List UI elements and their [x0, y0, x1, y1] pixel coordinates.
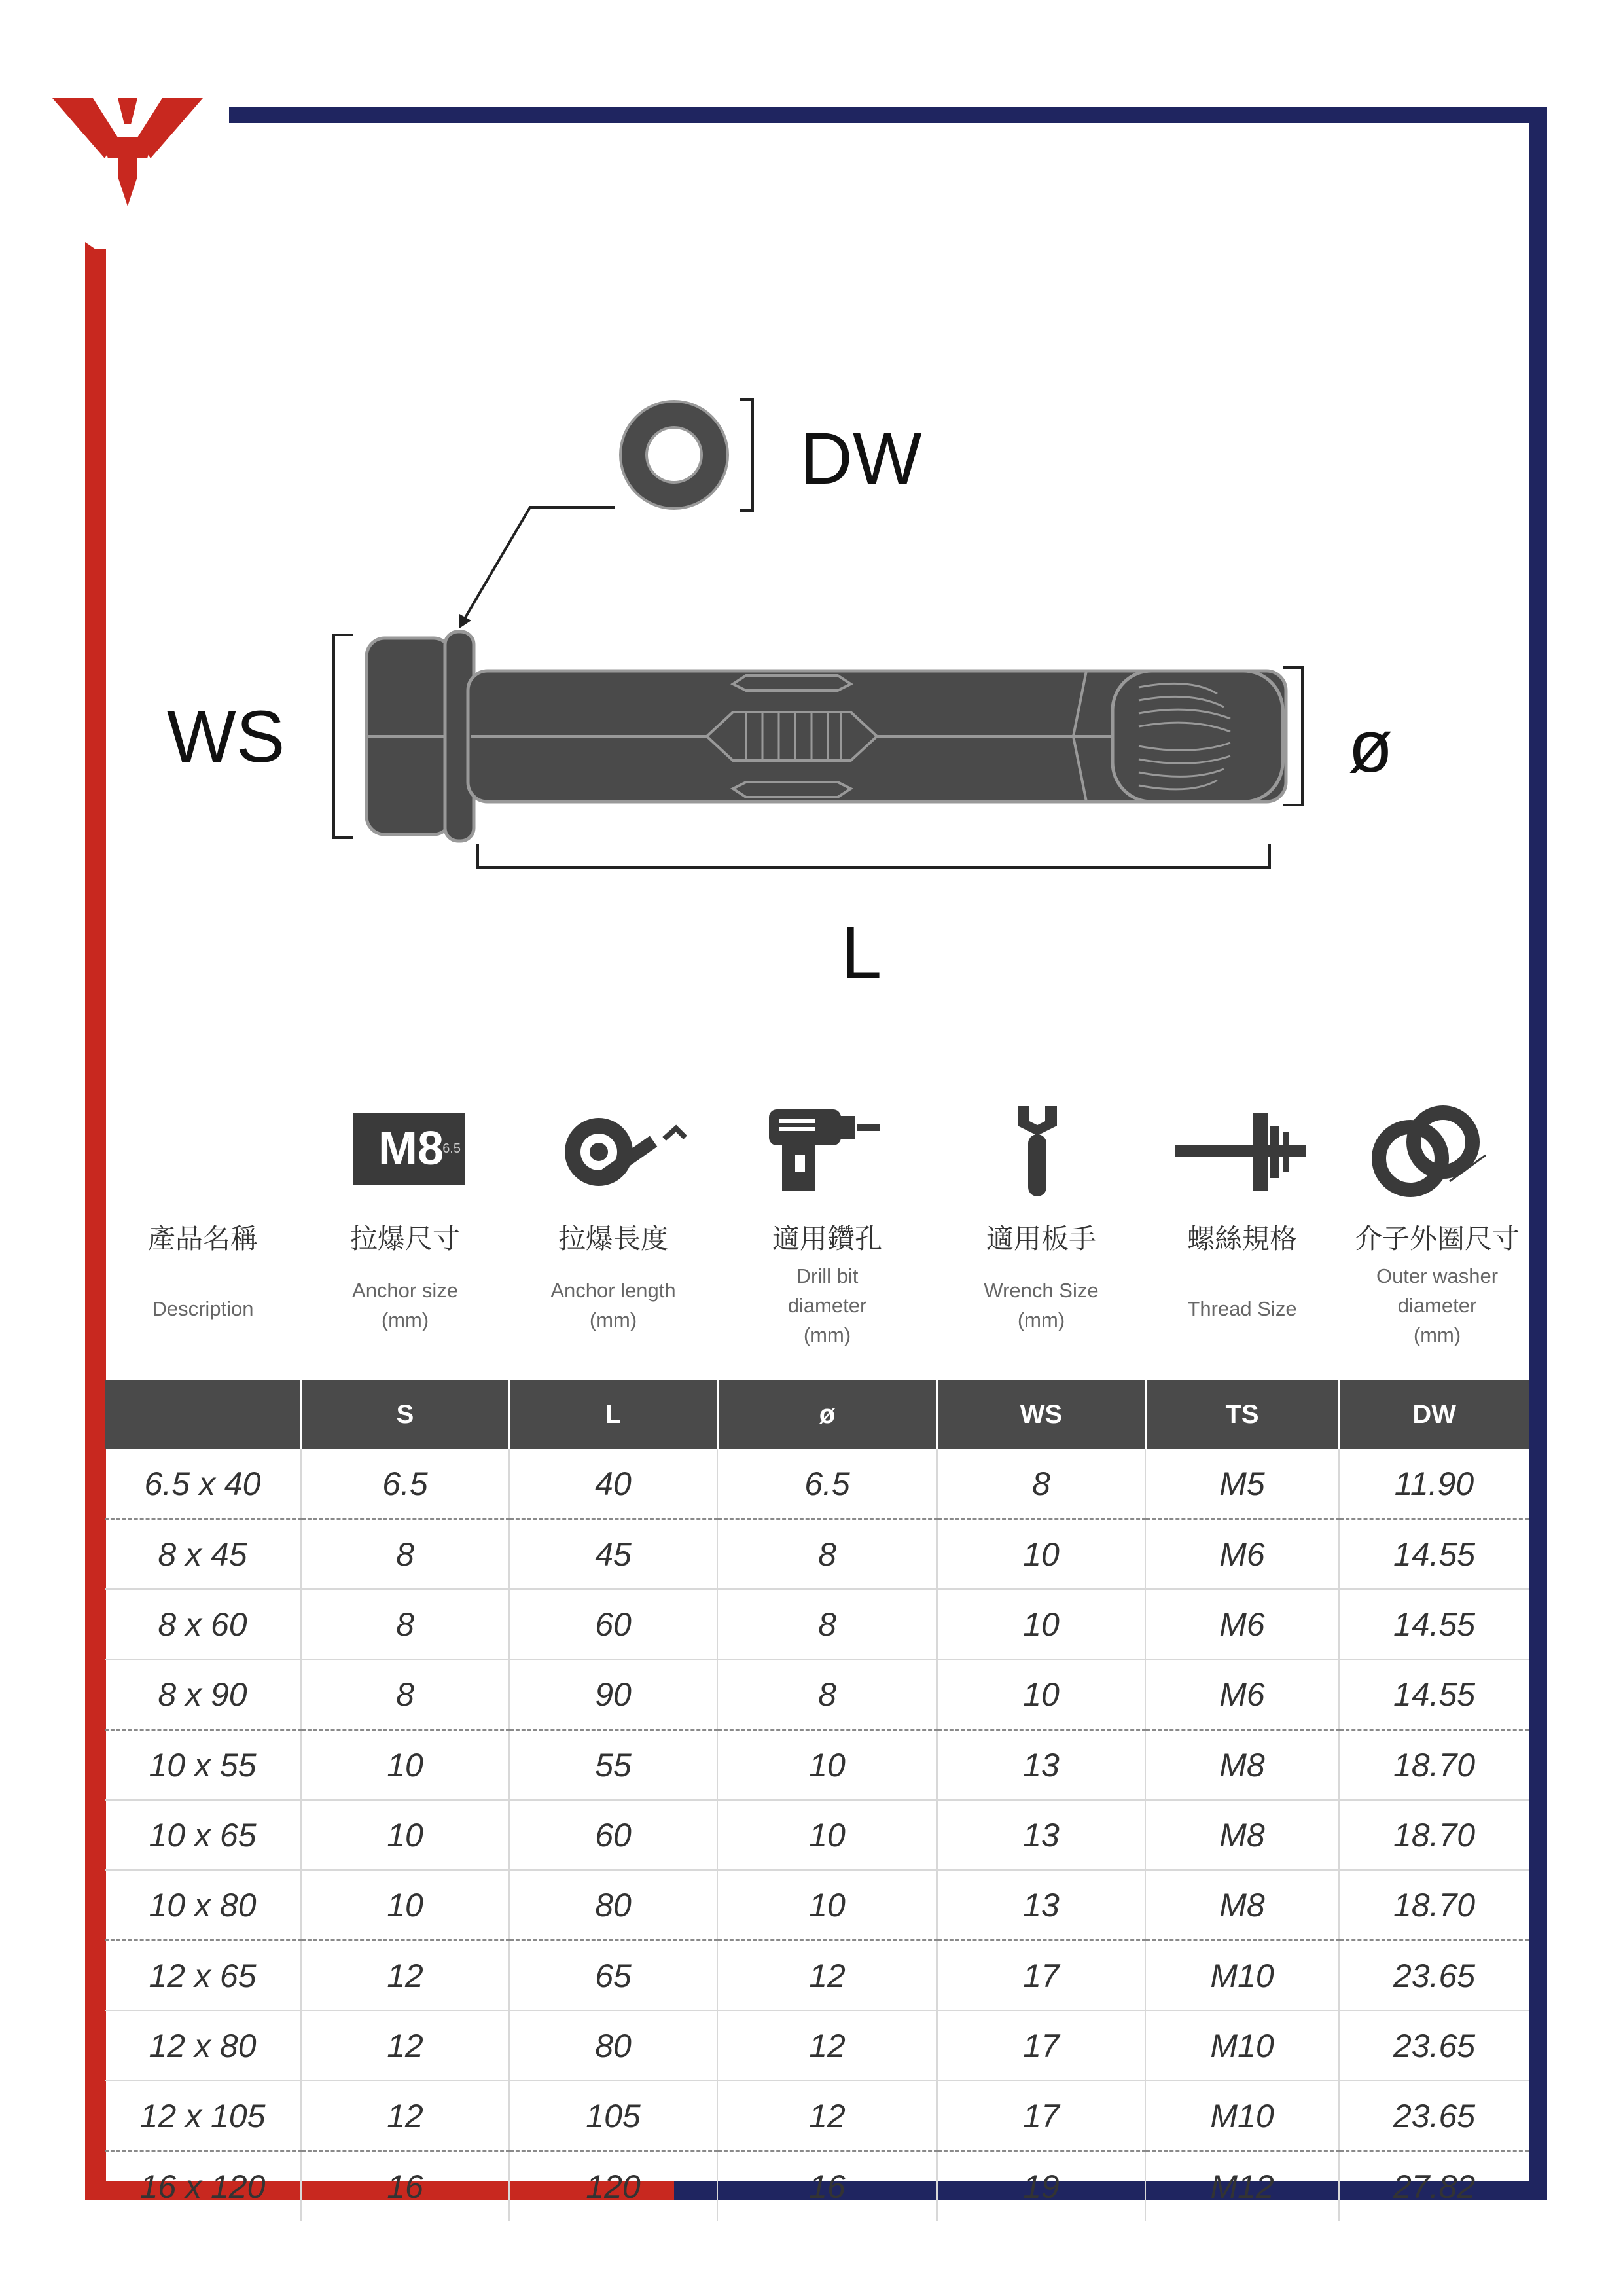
caliper-icon — [1175, 1106, 1306, 1198]
cell: 14.55 — [1339, 1589, 1529, 1659]
col-zh: 拉爆尺寸 — [349, 1223, 460, 1254]
col-zh: 適用鑽孔 — [772, 1223, 882, 1254]
col-head-anchor-length — [509, 1217, 717, 1335]
th-dw: DW — [1339, 1380, 1529, 1449]
table-row — [105, 1659, 1529, 1730]
cell: 80 — [509, 1870, 717, 1941]
cell: M5 — [1145, 1449, 1339, 1519]
cell: 12 — [717, 2011, 937, 2081]
col-zh: 適用板手 — [986, 1223, 1096, 1254]
table-row — [105, 2151, 1529, 2221]
table-row — [105, 1449, 1529, 1519]
cell: 55 — [509, 1730, 717, 1801]
col-unit: (mm) — [803, 1323, 851, 1346]
cell: 10 — [301, 1730, 509, 1801]
col-zh: 拉爆長度 — [558, 1223, 668, 1254]
cell: 8 x 45 — [105, 1519, 301, 1590]
th-l: L — [509, 1380, 717, 1449]
cell: 8 — [301, 1659, 509, 1730]
col-unit: (mm) — [381, 1308, 429, 1331]
cell: 13 — [937, 1800, 1145, 1870]
cell: 17 — [937, 2081, 1145, 2151]
cell: 8 — [301, 1589, 509, 1659]
table-row — [105, 2011, 1529, 2081]
cell: 16 — [301, 2151, 509, 2221]
col-en: Outer washer — [1376, 1265, 1499, 1287]
col-unit: (mm) — [589, 1308, 637, 1331]
cell: 19 — [937, 2151, 1145, 2221]
wt-logo-icon — [52, 98, 203, 209]
cell: 8 — [937, 1449, 1145, 1519]
col-zh: 螺絲規格 — [1186, 1223, 1297, 1254]
cell: 13 — [937, 1870, 1145, 1941]
cell: 10 x 55 — [105, 1730, 301, 1801]
cell: 23.65 — [1339, 2011, 1529, 2081]
th-ts: TS — [1145, 1380, 1339, 1449]
spec-table — [105, 1380, 1529, 2221]
cell: 10 — [717, 1800, 937, 1870]
cell: 12 — [301, 2081, 509, 2151]
cell: M6 — [1145, 1589, 1339, 1659]
col-en2: diameter — [787, 1293, 867, 1317]
cell: M8 — [1145, 1730, 1339, 1801]
cell: 10 x 65 — [105, 1800, 301, 1870]
phi-label: ø — [1348, 706, 1393, 787]
cell: 23.65 — [1339, 2081, 1529, 2151]
cell: 45 — [509, 1519, 717, 1590]
col-unit: (mm) — [1017, 1308, 1065, 1331]
cell: 8 — [717, 1519, 937, 1590]
cell: 80 — [509, 2011, 717, 2081]
cell: 10 — [937, 1519, 1145, 1590]
cell: 105 — [509, 2081, 717, 2151]
cell: 14.55 — [1339, 1659, 1529, 1730]
table-row — [105, 1589, 1529, 1659]
cell: 12 — [301, 1941, 509, 2011]
cell: 8 — [717, 1589, 937, 1659]
cell: 17 — [937, 2011, 1145, 2081]
col-zh: 介子外圈尺寸 — [1354, 1223, 1520, 1254]
col-en: Anchor length — [550, 1279, 676, 1302]
ws-label: WS — [167, 696, 285, 778]
cell: M6 — [1145, 1519, 1339, 1590]
frame-corner — [85, 242, 106, 262]
cell: 40 — [509, 1449, 717, 1519]
cell: 12 x 105 — [105, 2081, 301, 2151]
cell: 10 x 80 — [105, 1870, 301, 1941]
th-phi: ø — [717, 1380, 937, 1449]
col-head-anchor-size — [301, 1217, 509, 1335]
cell: 10 — [717, 1870, 937, 1941]
cell: 18.70 — [1339, 1730, 1529, 1801]
col-unit: (mm) — [1413, 1323, 1461, 1346]
th-s: S — [301, 1380, 509, 1449]
col-head-description — [105, 1217, 301, 1324]
cell: M6 — [1145, 1659, 1339, 1730]
cell: 13 — [937, 1730, 1145, 1801]
cell: M10 — [1145, 2011, 1339, 2081]
cell: 60 — [509, 1800, 717, 1870]
cell: M12 — [1145, 2151, 1339, 2221]
cell: 6.5 — [301, 1449, 509, 1519]
table-row — [105, 1870, 1529, 1941]
col-head-washer — [1339, 1217, 1535, 1350]
th-description — [105, 1380, 301, 1449]
wrench-icon — [1005, 1103, 1070, 1201]
col-head-drill-bit — [717, 1217, 937, 1350]
col-en2: diameter — [1397, 1293, 1477, 1317]
cell: 16 x 120 — [139, 2168, 266, 2205]
cell: 10 — [301, 1870, 509, 1941]
col-head-thread — [1145, 1217, 1339, 1324]
cell: M8 — [1145, 1800, 1339, 1870]
th-ws: WS — [937, 1380, 1145, 1449]
col-en: Description — [152, 1297, 254, 1320]
drill-icon — [766, 1106, 890, 1198]
cell: 12 x 65 — [105, 1941, 301, 2011]
cell: 14.55 — [1339, 1519, 1529, 1590]
cell: M10 — [1145, 2081, 1339, 2151]
cell: 27.82 — [1339, 2151, 1529, 2221]
tape-measure-icon — [560, 1106, 690, 1198]
dw-label: DW — [800, 418, 922, 499]
cell: 65 — [509, 1941, 717, 2011]
cell: 17 — [937, 1941, 1145, 2011]
frame-right-border — [1529, 107, 1547, 2200]
washer-icon — [1371, 1103, 1495, 1201]
cell: 8 — [717, 1659, 937, 1730]
col-en: Thread Size — [1187, 1297, 1297, 1320]
cell: 18.70 — [1339, 1800, 1529, 1870]
cell: 12 — [301, 2011, 509, 2081]
cell: 23.65 — [1339, 1941, 1529, 2011]
cell: 6.5 x 40 — [105, 1449, 301, 1519]
cell: 12 — [717, 1941, 937, 2011]
cell: 12 — [717, 2081, 937, 2151]
cell: M10 — [1145, 1941, 1339, 2011]
cell: 10 — [937, 1659, 1145, 1730]
table-row — [105, 1519, 1529, 1590]
frame-left-border — [85, 249, 106, 2200]
cell: 10 — [301, 1800, 509, 1870]
table-row — [105, 1941, 1529, 2011]
table-row — [105, 1800, 1529, 1870]
cell: 12 x 80 — [105, 2011, 301, 2081]
cell: 10 — [717, 1730, 937, 1801]
cell: 11.90 — [1339, 1449, 1529, 1519]
cell: 60 — [509, 1589, 717, 1659]
col-en: Wrench Size — [984, 1279, 1099, 1302]
col-head-wrench — [937, 1217, 1145, 1335]
cell: 6.5 — [717, 1449, 937, 1519]
m8-size-icon: M8 6.5 — [353, 1113, 465, 1185]
cell: 120 — [509, 2151, 717, 2221]
cell: 16 — [717, 2151, 937, 2221]
col-en: Drill bit — [796, 1265, 859, 1287]
anchor-bolt-diagram — [157, 380, 1400, 969]
frame-top-border — [229, 107, 1547, 123]
col-en: Anchor size — [352, 1279, 458, 1302]
l-label: L — [841, 912, 882, 994]
table-row — [105, 1730, 1529, 1801]
table-header-row — [105, 1380, 1529, 1449]
cell: 8 x 60 — [105, 1589, 301, 1659]
cell: 8 — [301, 1519, 509, 1590]
cell: M8 — [1145, 1870, 1339, 1941]
cell: 10 — [937, 1589, 1145, 1659]
cell: 18.70 — [1339, 1870, 1529, 1941]
cell: 90 — [509, 1659, 717, 1730]
col-zh: 產品名稱 — [147, 1223, 258, 1254]
cell: 8 x 90 — [105, 1659, 301, 1730]
table-row — [105, 2081, 1529, 2151]
